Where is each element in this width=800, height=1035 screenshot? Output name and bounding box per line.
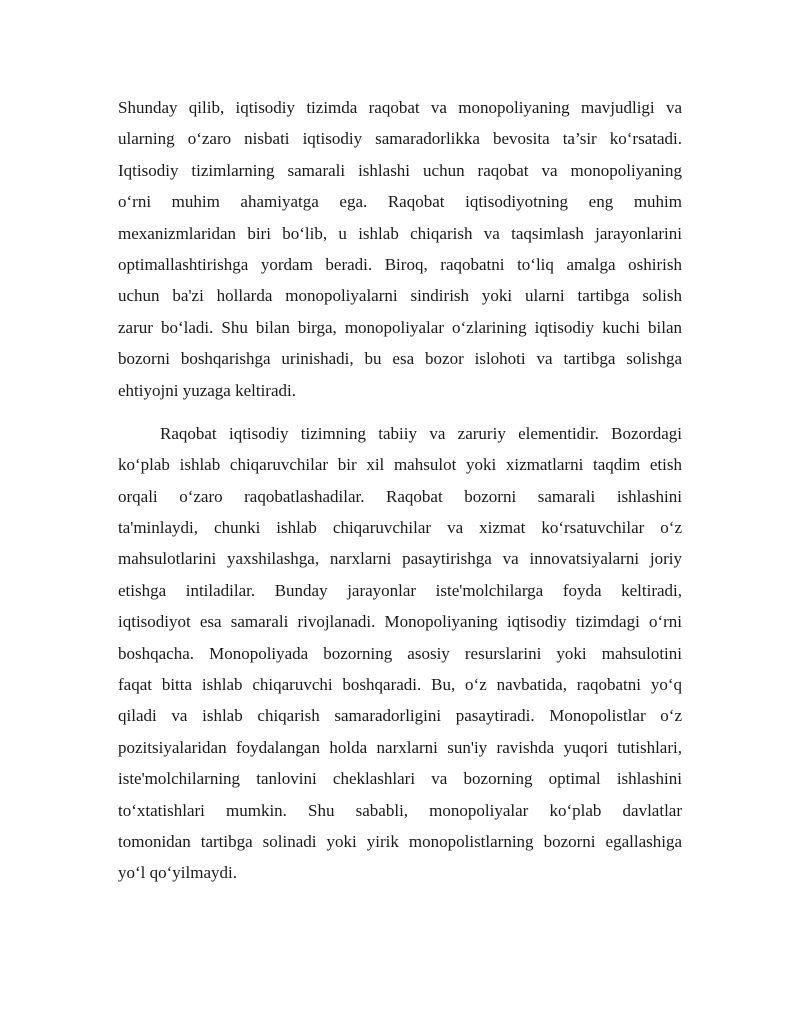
text-line: iqtisodiyot esa samarali rivojlanadi. Monopoliyaning iqtisodiy tizimdagi o‘rni [118,612,682,632]
text-line: optimallashtirishga yordam beradi. Biroq, raqobatni to‘liq amalga oshirish [118,254,682,274]
text-line: to‘xtatishlari mumkin. Shu sababli, monopoliyalar ko‘plab davlatlar [118,800,682,820]
text-line: qiladi va ishlab chiqarish samaradorligini pasaytiradi. Monopolistlar o‘z [118,706,682,726]
text-line: tomonidan tartibga solinadi yoki yirik monopolistlarning bozorni egallashiga [118,831,682,851]
document-body [118,92,682,889]
text-line: zarur bo‘ladi. Shu bilan birga, monopoliyalar o‘zlarining iqtisodiy kuchi bilan [118,317,682,337]
text-line: boshqacha. Monopoliyada bozorning asosiy resurslarini yoki mahsulotini [118,643,682,663]
paragraph-2 [118,418,682,889]
text-line: ta'minlaydi, chunki ishlab chiqaruvchilar va xizmat ko‘rsatuvchilar o‘z [118,518,682,538]
text-line: yo‘l qo‘yilmaydi. [118,863,237,883]
text-line: mahsulotlarini yaxshilashga, narxlarni pasaytirishga va innovatsiyalarni joriy [118,549,682,569]
text-line: o‘rni muhim ahamiyatga ega. Raqobat iqtisodiyotning eng muhim [118,192,682,212]
paragraph-1 [118,92,682,406]
text-line: ko‘plab ishlab chiqaruvchilar bir xil mahsulot yoki xizmatlarni taqdim etish [118,455,682,475]
text-line: Raqobat iqtisodiy tizimning tabiiy va zaruriy elementidir. Bozordagi [160,423,682,443]
text-line: etishga intiladilar. Bunday jarayonlar iste'molchilarga foyda keltiradi, [118,580,682,600]
text-line: iste'molchilarning tanlovini cheklashlari va bozorning optimal ishlashini [118,769,682,789]
text-line: Shunday qilib, iqtisodiy tizimda raqobat va monopoliyaning mavjudligi va [118,98,682,117]
text-line: pozitsiyalaridan foydalangan holda narxlarni sun'iy ravishda yuqori tutishlari, [118,737,682,757]
text-line: mexanizmlaridan biri bo‘lib, u ishlab chiqarish va taqsimlash jarayonlarini [118,223,682,243]
text-line: ehtiyojni yuzaga keltiradi. [118,380,296,400]
text-line: Iqtisodiy tizimlarning samarali ishlashi uchun raqobat va monopoliyaning [118,160,682,180]
text-line: faqat bitta ishlab chiqaruvchi boshqaradi. Bu, o‘z navbatida, raqobatni yo‘q [118,675,682,695]
text-line: ularning o‘zaro nisbati iqtisodiy samaradorlikka bevosita ta’sir ko‘rsatadi. [118,129,682,149]
text-line: orqali o‘zaro raqobatlashadilar. Raqobat bozorni samarali ishlashini [118,486,682,506]
text-line: uchun ba'zi hollarda monopoliyalarni sindirish yoki ularni tartibga solish [118,286,682,306]
text-line: bozorni boshqarishga urinishadi, bu esa bozor islohoti va tartibga solishga [118,349,682,369]
